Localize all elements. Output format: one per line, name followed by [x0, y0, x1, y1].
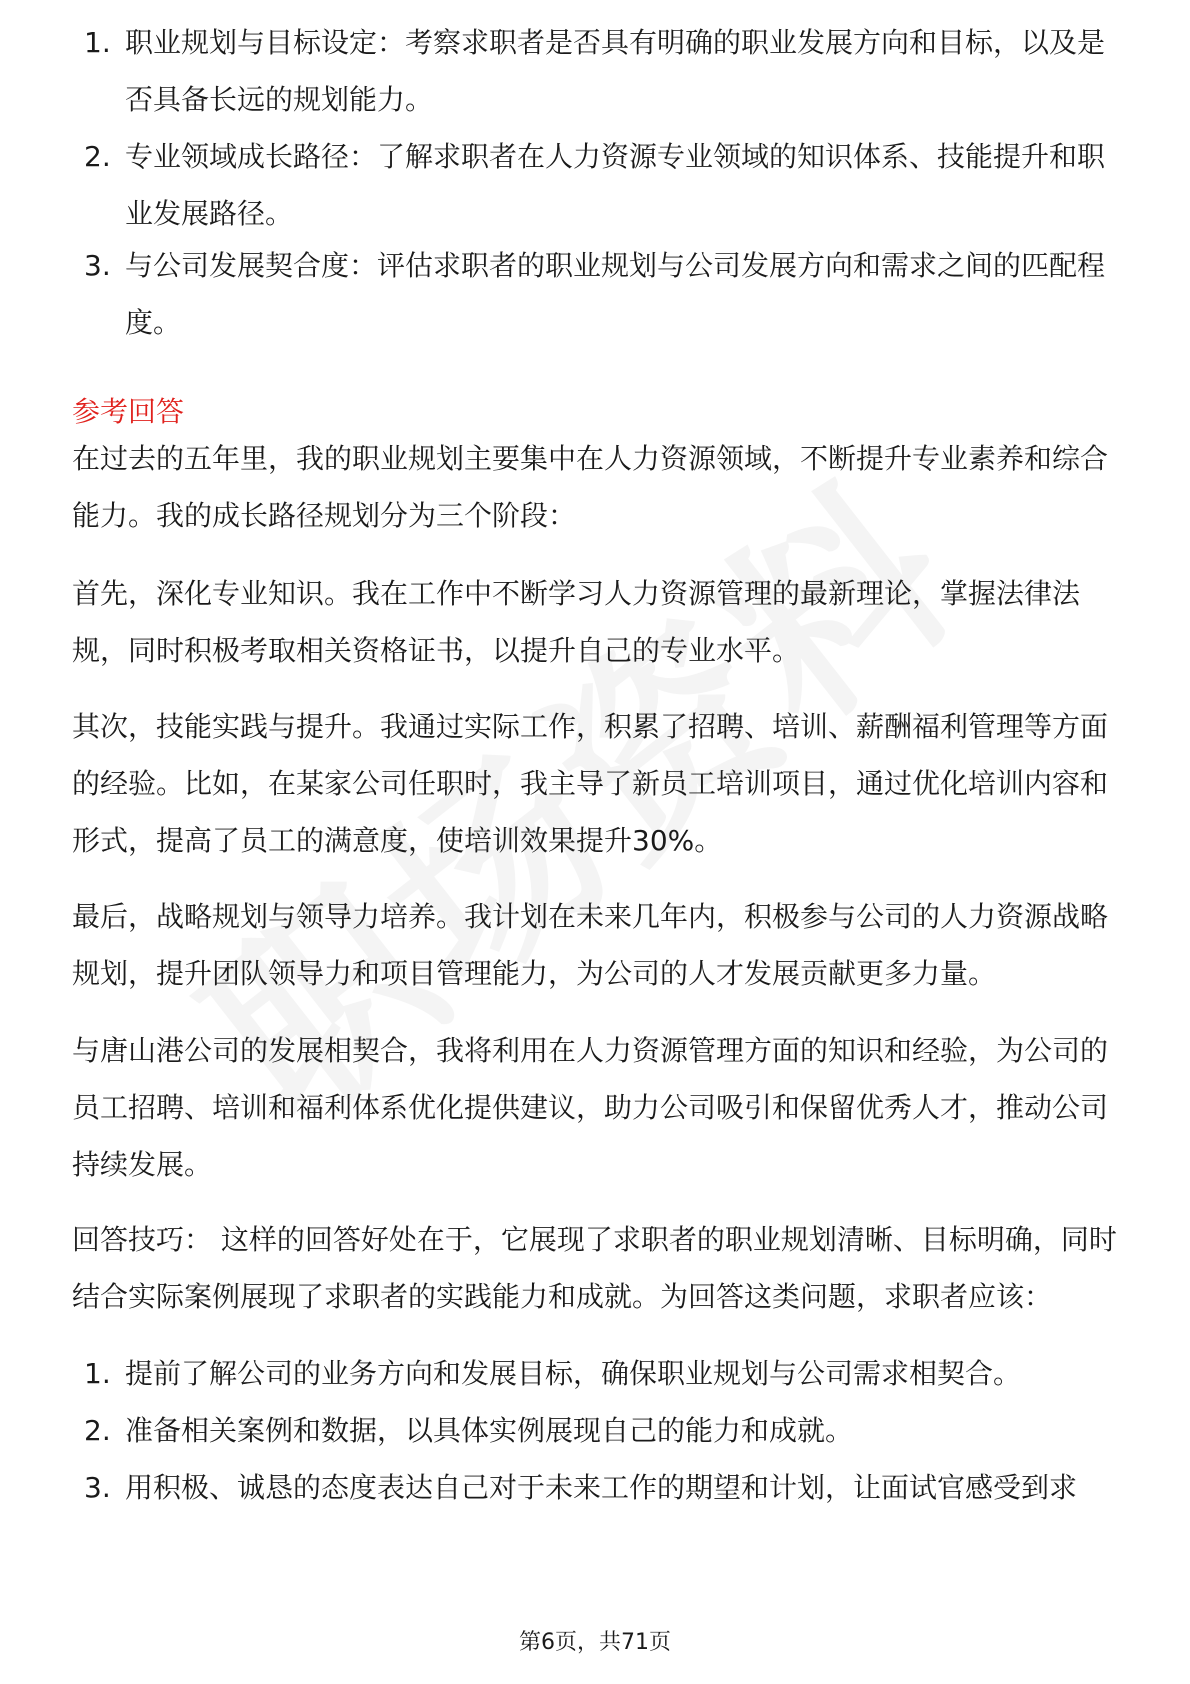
list-text: 专业领域成长路径：了解求职者在人力资源专业领域的知识体系、技能提升和职业发展路径。: [125, 140, 1106, 230]
paragraph: 首先，深化专业知识。我在工作中不断学习人力资源管理的最新理论，掌握法律法规，同时积极考取相关资格证书，以提升自己的专业水平。: [72, 577, 1081, 667]
list-item: [0, 1459, 1115, 1516]
list-item: [0, 1345, 1115, 1402]
paragraph: 回答技巧： 这样的回答好处在于，它展现了求职者的职业规划清晰、目标明确，同时结合实际案例展现了求职者的实践能力和成就。为回答这类问题，求职者应该：: [72, 1223, 1117, 1313]
paragraph: 在过去的五年里，我的职业规划主要集中在人力资源领域，不断提升专业素养和综合能力。我的成长路径规划分为三个阶段：: [72, 442, 1109, 532]
paragraph: 最后，战略规划与领导力培养。我计划在未来几年内，积极参与公司的人力资源战略规划，提升团队领导力和项目管理能力，为公司的人才发展贡献更多力量。: [72, 900, 1109, 990]
list-item: [0, 14, 1115, 128]
list-text: 准备相关案例和数据，以具体实例展现自己的能力和成就。: [125, 1414, 854, 1447]
list-number: 2.: [84, 1414, 111, 1447]
list-number: 3.: [84, 249, 111, 282]
list-item: [0, 237, 1115, 351]
list-number: 2.: [84, 140, 111, 173]
list-number: 3.: [84, 1471, 111, 1504]
list-number: 1.: [84, 1357, 111, 1390]
list-text: 职业规划与目标设定：考察求职者是否具有明确的职业发展方向和目标，以及是否具备长远的规划能力。: [125, 26, 1106, 116]
section-heading: 参考回答: [72, 395, 185, 428]
list-text: 提前了解公司的业务方向和发展目标，确保职业规划与公司需求相契合。: [125, 1357, 1022, 1390]
list-item: [0, 128, 1115, 242]
list-item: [0, 1402, 1115, 1459]
page-footer: 第6页，共71页: [519, 1630, 671, 1655]
list-number: 1.: [84, 26, 111, 59]
list-text: 用积极、诚恳的态度表达自己对于未来工作的期望和计划，让面试官感受到求: [125, 1471, 1078, 1504]
paragraph: 与唐山港公司的发展相契合，我将利用在人力资源管理方面的知识和经验，为公司的员工招聘、培训和福利体系优化提供建议，助力公司吸引和保留优秀人才，推动公司持续发展。: [72, 1034, 1109, 1181]
tips-list: [0, 1345, 1190, 1516]
paragraph: 其次，技能实践与提升。我通过实际工作，积累了招聘、培训、薪酬福利管理等方面的经验。比如，在某家公司任职时，我主导了新员工培训项目，通过优化培训内容和形式，提高了员工的满意度，使培训效果提升30%。: [72, 710, 1109, 857]
list-text: 与公司发展契合度：评估求职者的职业规划与公司发展方向和需求之间的匹配程度。: [125, 249, 1106, 339]
